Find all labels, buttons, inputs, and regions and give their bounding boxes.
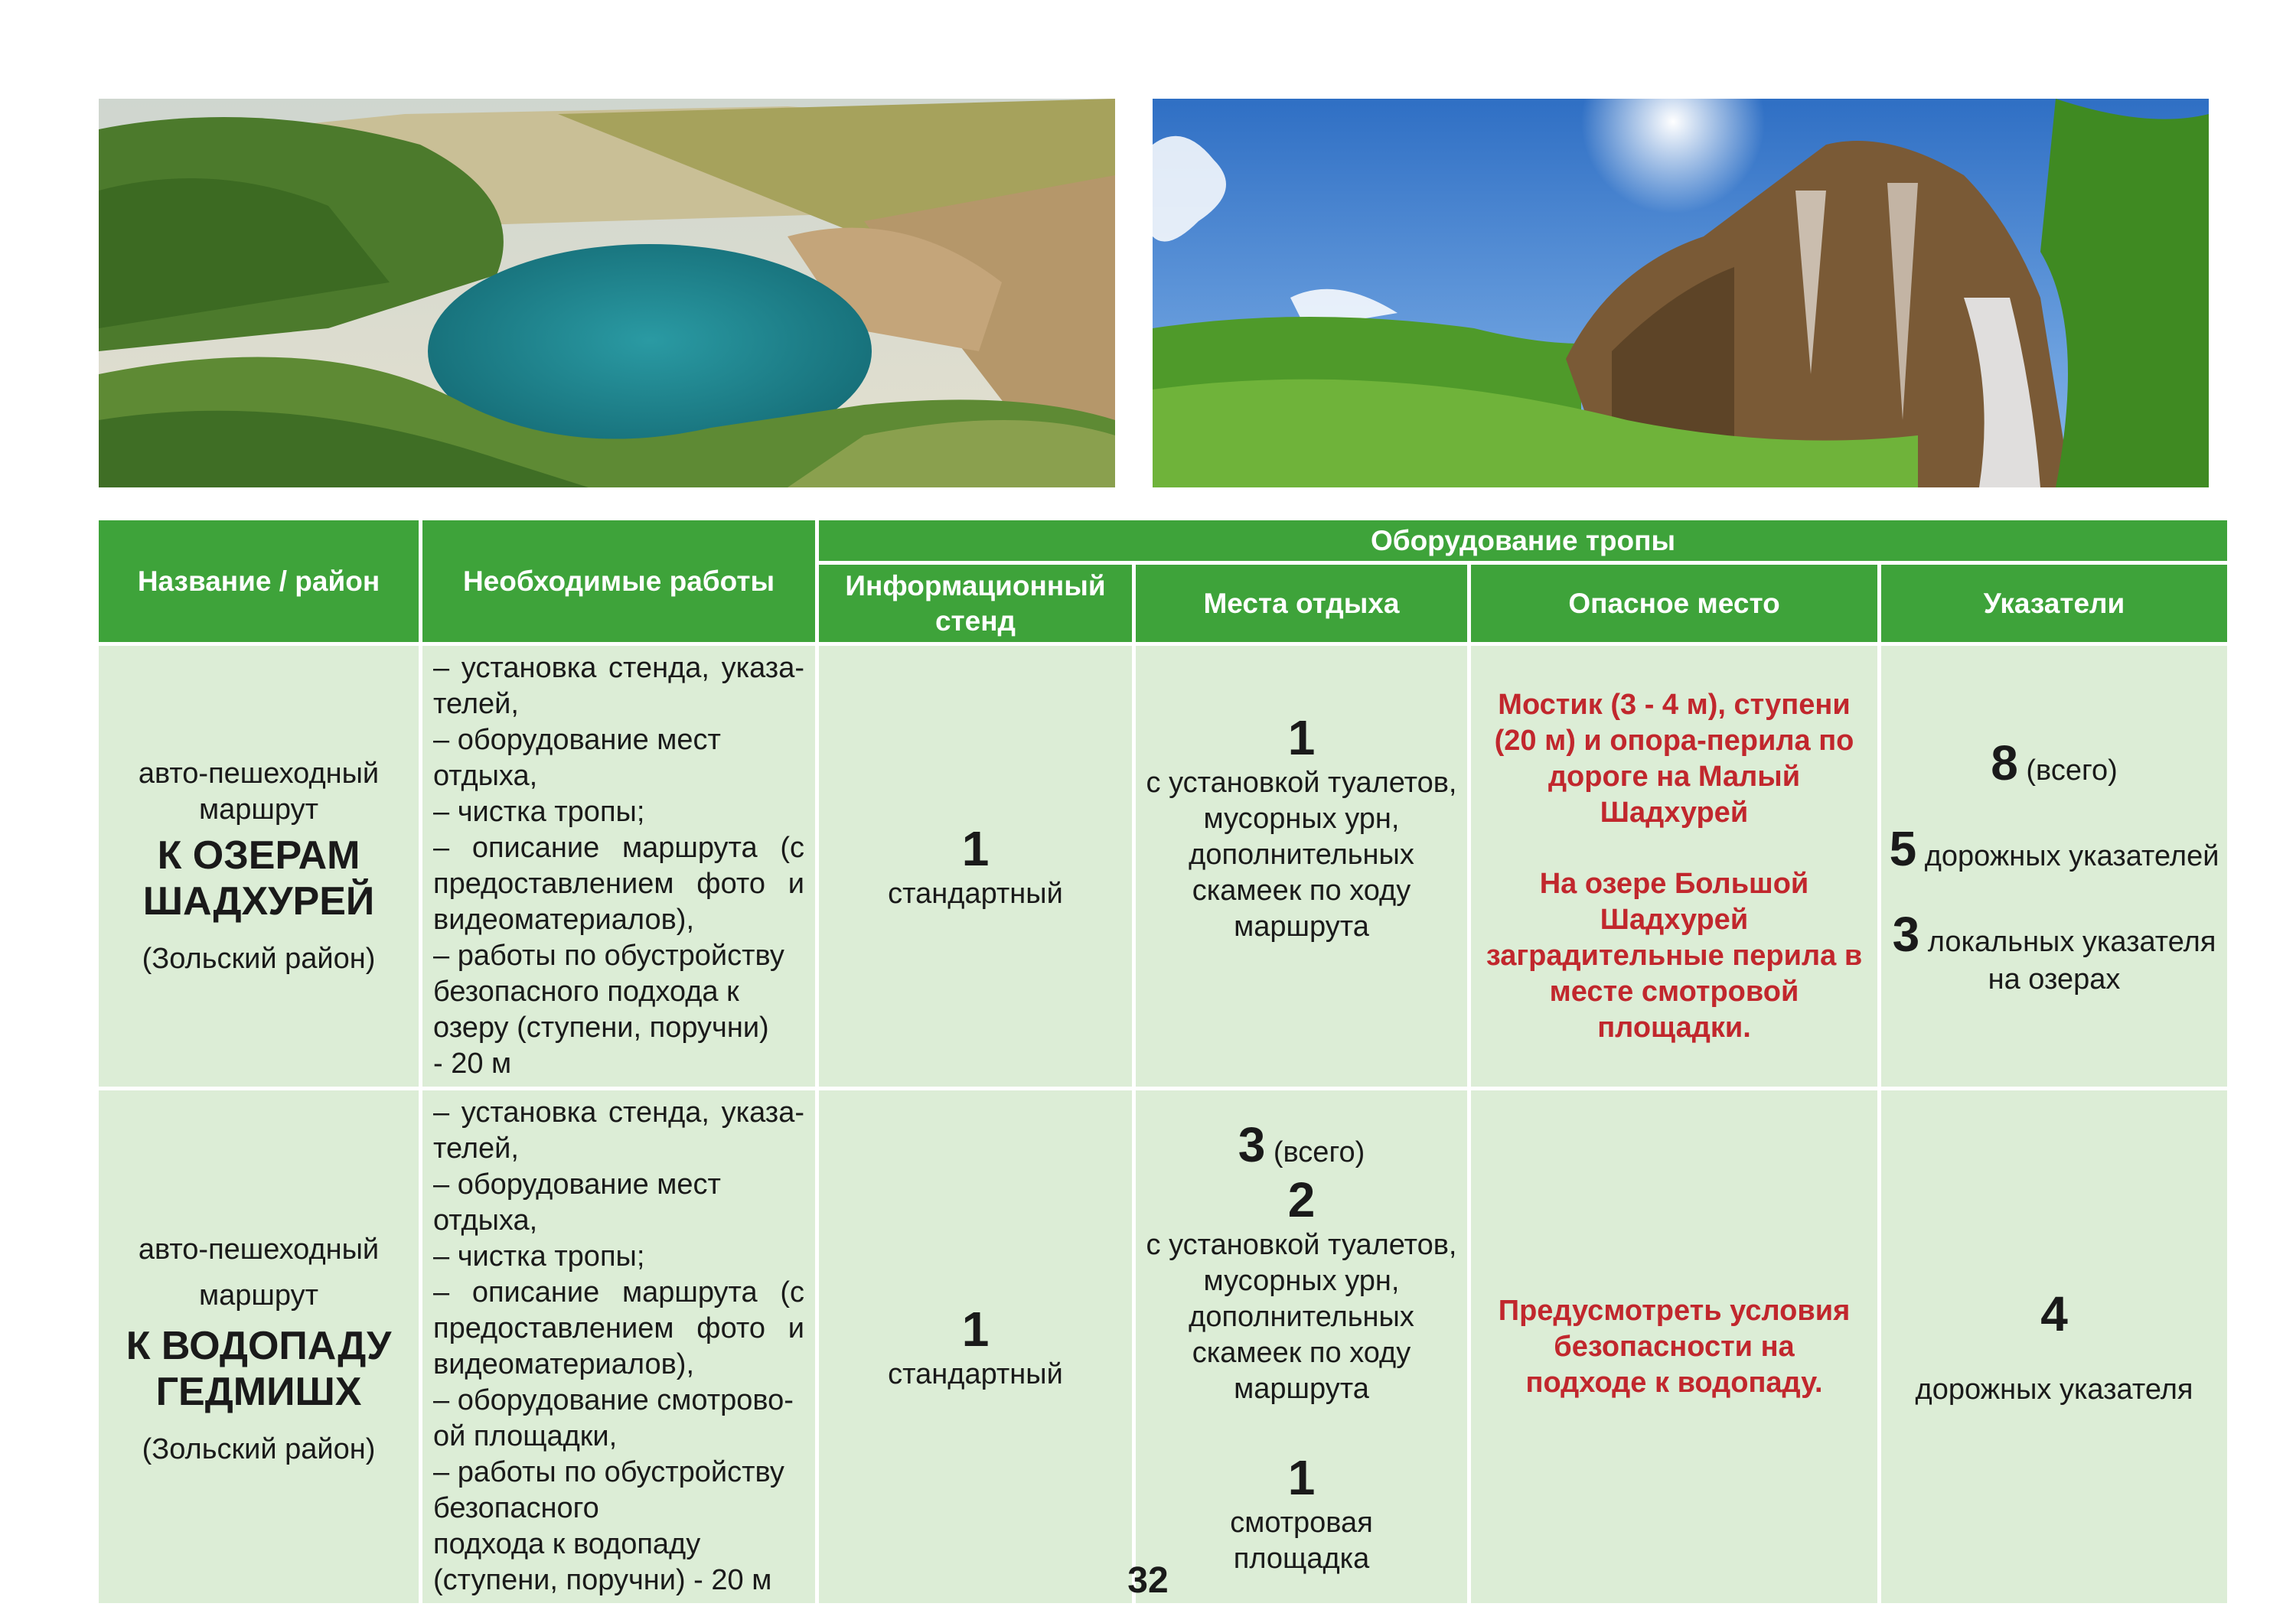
header-equipment: Оборудование тропы bbox=[819, 520, 2227, 561]
table-row bbox=[99, 646, 2227, 1087]
header-name: Название / район bbox=[99, 520, 419, 642]
trail-equipment-table bbox=[95, 517, 2231, 1607]
works-line: ой площадки, bbox=[433, 1420, 618, 1452]
works-line: безопасного bbox=[433, 1492, 599, 1524]
works-line: предоставлением фото и bbox=[433, 868, 804, 900]
route-type: авто-пешеходный маршрут bbox=[138, 1233, 380, 1312]
works-line: видеоматериалов), bbox=[433, 904, 695, 936]
stand-cell bbox=[819, 646, 1132, 1087]
signs-cell bbox=[1881, 646, 2227, 1087]
works-line: – установка стенда, указа- bbox=[433, 1097, 804, 1129]
danger-text: Предусмотреть условия безопасности на подходе к водопаду. bbox=[1498, 1294, 1851, 1399]
stand-count: 1 bbox=[961, 1301, 990, 1357]
works-line: подхода к водопаду bbox=[433, 1528, 701, 1560]
works-line: телей, bbox=[433, 688, 519, 720]
rest-total: 3 bbox=[1238, 1116, 1266, 1172]
danger-text: На озере Большой Шадхурей заградительные перила в месте смотровой площадки. bbox=[1486, 867, 1863, 1044]
header-rest: Места отдыха bbox=[1136, 565, 1467, 642]
works-line: – установка стенда, указа- bbox=[433, 652, 804, 684]
stand-type: стандартный bbox=[888, 877, 1063, 910]
stand-type: стандартный bbox=[888, 1357, 1063, 1390]
works-line: – работы по обустройству bbox=[433, 940, 784, 972]
page-number: 32 bbox=[1127, 1560, 1169, 1601]
route-name: К ВОДОПАДУ ГЕДМИШХ bbox=[126, 1323, 392, 1414]
danger-cell bbox=[1471, 646, 1877, 1087]
signs-cell bbox=[1881, 1090, 2227, 1603]
works-line: - 20 м bbox=[433, 1048, 512, 1080]
rest-cell bbox=[1136, 1090, 1467, 1603]
works-line: – оборудование мест bbox=[433, 1168, 721, 1201]
table-row bbox=[99, 1090, 2227, 1603]
signs-count: 4 bbox=[2040, 1286, 2068, 1341]
works-line: – оборудование мест bbox=[433, 724, 721, 756]
works-line: – описание маршрута (с bbox=[433, 832, 804, 864]
waterfall-photo bbox=[1153, 99, 2209, 487]
signs-total-label: (всего) bbox=[2026, 754, 2118, 787]
stand-count: 1 bbox=[961, 820, 990, 876]
lake-photo bbox=[99, 99, 1115, 487]
signs-road-label: дорожных указателей bbox=[1924, 839, 2219, 872]
route-district: (Зольский район) bbox=[142, 1432, 376, 1465]
danger-cell bbox=[1471, 1090, 1877, 1603]
header-works: Необходимые работы bbox=[422, 520, 815, 642]
works-line: озеру (ступени, поручни) bbox=[433, 1012, 769, 1044]
works-line: (ступени, поручни) - 20 м bbox=[433, 1564, 772, 1596]
route-cell bbox=[99, 1090, 419, 1603]
signs-local-label: локальных указателя на озерах bbox=[1927, 925, 2216, 996]
route-cell bbox=[99, 646, 419, 1087]
works-line: телей, bbox=[433, 1133, 519, 1165]
header-danger: Опасное место bbox=[1471, 565, 1877, 642]
header-stand: Информационный стенд bbox=[819, 565, 1132, 642]
signs-total: 8 bbox=[1991, 735, 2018, 790]
signs-local: 3 bbox=[1892, 906, 1920, 962]
works-line: – чистка тропы; bbox=[433, 796, 645, 828]
rest-count: 2 bbox=[1287, 1172, 1316, 1227]
signs-label: дорожных указателя bbox=[1915, 1373, 2193, 1406]
works-cell bbox=[422, 646, 815, 1087]
view-count: 1 bbox=[1287, 1449, 1316, 1505]
rest-total-label: (всего) bbox=[1273, 1136, 1365, 1168]
works-line: – описание маршрута (с bbox=[433, 1276, 804, 1309]
rest-desc: с установкой туалетов, мусорных урн, дополнительных скамеек по ходу маршрута bbox=[1146, 767, 1457, 943]
works-cell bbox=[422, 1090, 815, 1603]
danger-text: Мостик (3 - 4 м), ступени (20 м) и опора-перила по дороге на Малый Шадхурей bbox=[1494, 688, 1854, 829]
rest-cell bbox=[1136, 646, 1467, 1087]
works-line: предоставлением фото и bbox=[433, 1312, 804, 1344]
route-type: авто-пешеходный маршрут bbox=[138, 757, 380, 826]
works-line: – чистка тропы; bbox=[433, 1240, 645, 1273]
rest-desc: с установкой туалетов, мусорных урн, дополнительных скамеек по ходу маршрута bbox=[1146, 1228, 1457, 1405]
route-district: (Зольский район) bbox=[142, 942, 376, 975]
rest-count: 1 bbox=[1287, 710, 1316, 765]
works-line: видеоматериалов), bbox=[433, 1348, 695, 1380]
works-line: – работы по обустройству bbox=[433, 1456, 784, 1488]
stand-cell bbox=[819, 1090, 1132, 1603]
works-line: отдыха, bbox=[433, 1204, 538, 1237]
works-line: – оборудование смотрово- bbox=[433, 1384, 794, 1416]
view-desc: смотровая площадка bbox=[1230, 1506, 1373, 1575]
works-line: отдыха, bbox=[433, 760, 538, 792]
signs-road: 5 bbox=[1889, 820, 1917, 876]
header-signs: Указатели bbox=[1881, 565, 2227, 642]
works-line: безопасного подхода к bbox=[433, 976, 739, 1008]
route-name: К ОЗЕРАМ ШАДХУРЕЙ bbox=[142, 833, 375, 924]
